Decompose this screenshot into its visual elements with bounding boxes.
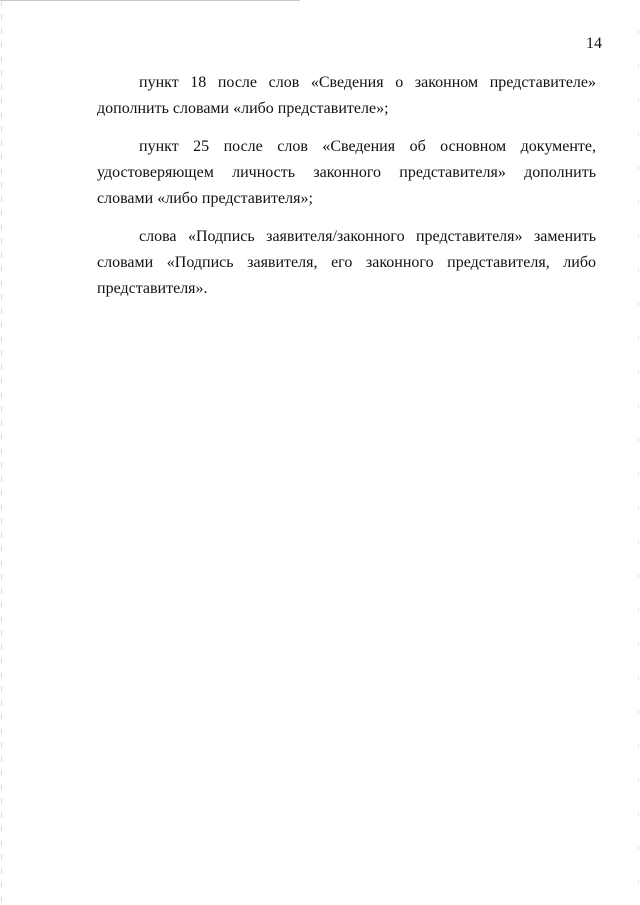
- paragraph-signature-words: слова «Подпись заявителя/законного представителя» заменить словами «Подпись заявителя, его законного представителя, либо представителя».: [97, 228, 596, 297]
- scan-artifact-right-edge: [638, 0, 639, 905]
- scan-artifact-top-line: [0, 0, 300, 1]
- document-body: [97, 70, 596, 314]
- page-number: 14: [586, 35, 602, 52]
- scan-artifact-left-edge: [1, 0, 2, 905]
- paragraph-item-25: пункт 25 после слов «Сведения об основном документе, удостоверяющем личность законного представителя» дополнить словами «либо представителя»;: [97, 138, 596, 207]
- paragraph-item-18: пункт 18 после слов «Сведения о законном представителе» дополнить словами «либо представителе»;: [97, 74, 596, 117]
